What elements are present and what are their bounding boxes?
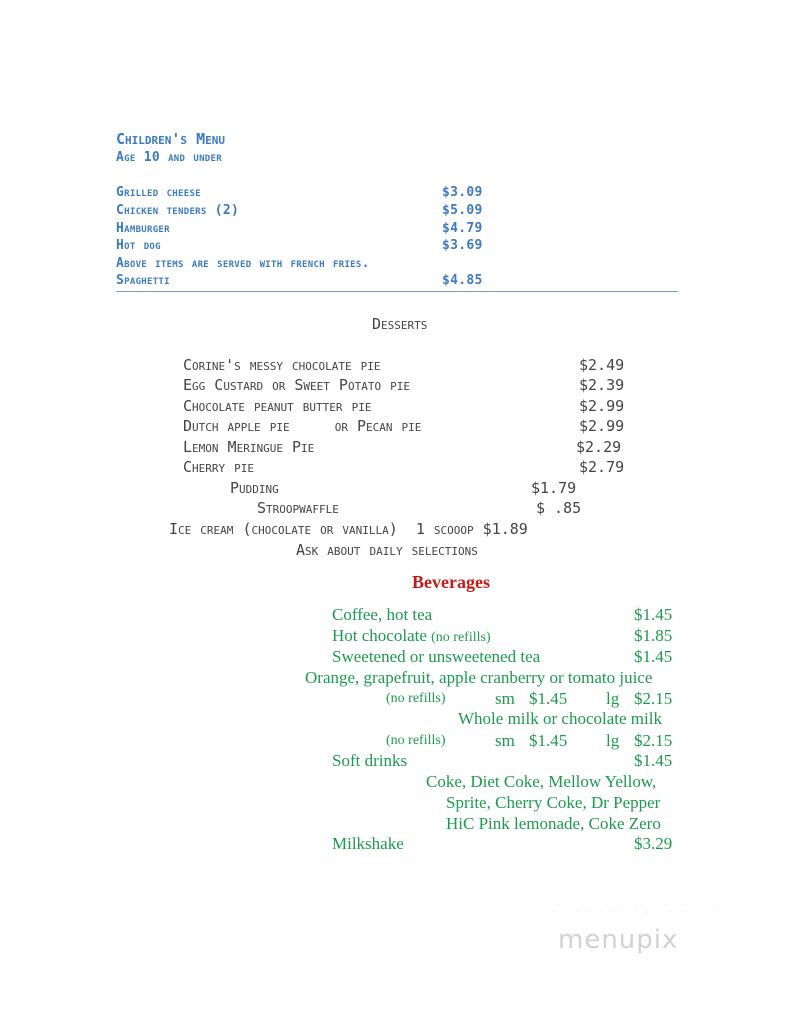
- beverage-name: Whole milk or chocolate milk: [458, 709, 662, 728]
- no-refills-note: (no refills): [431, 630, 491, 645]
- kids-item-name: Hamburger: [116, 221, 170, 236]
- dessert-item-price: $2.99: [579, 417, 625, 435]
- watermark-logo: menupix: [558, 925, 679, 955]
- dessert-item-name: Egg Custard or Sweet Potato pie: [183, 376, 410, 394]
- size-large-label: lg: [606, 689, 620, 708]
- desserts-footer: Ask about daily selections: [296, 541, 478, 559]
- beverage-price: $1.45: [634, 605, 673, 624]
- beverage-price: $1.45: [634, 751, 673, 770]
- beverage-price: $1.85: [634, 626, 673, 645]
- kids-item-name: Grilled cheese: [116, 185, 201, 200]
- beverage-name: Soft drinks: [332, 751, 408, 770]
- kids-item-name: Chicken tenders (2): [116, 203, 240, 218]
- dessert-item-name: Cherry pie: [183, 458, 255, 476]
- kids-item-name: Spaghetti: [116, 273, 170, 288]
- size-small-price: $1.45: [529, 731, 568, 750]
- size-large-label: lg: [606, 731, 620, 750]
- watermark-decoration: · · · · · · · · · · · · · · ·: [552, 908, 722, 918]
- section-divider: [116, 291, 678, 292]
- beverage-name-text: Hot chocolate: [332, 626, 427, 645]
- dessert-item-price: $2.99: [579, 397, 625, 415]
- dessert-item-price: $2.49: [579, 356, 625, 374]
- size-large-price: $2.15: [634, 731, 673, 750]
- kids-item-price: $4.79: [442, 221, 483, 236]
- dessert-item-price: $1.79: [531, 479, 577, 497]
- kids-item-price: $3.69: [442, 238, 483, 253]
- size-small-label: sm: [495, 689, 515, 708]
- soft-drink-list-line: HiC Pink lemonade, Coke Zero: [446, 814, 661, 833]
- ice-cream-line: Ice cream (chocolate or vanilla) 1 scooop $1.89: [169, 520, 528, 538]
- desserts-title: Desserts: [372, 315, 428, 333]
- beverage-price: $1.45: [634, 647, 673, 666]
- dessert-item-price: $ .85: [536, 499, 582, 517]
- beverages-title: Beverages: [412, 572, 490, 592]
- kids-item-price: $3.09: [442, 185, 483, 200]
- dessert-item-name: Chocolate peanut butter pie: [183, 397, 372, 415]
- beverage-name: Orange, grapefruit, apple cranberry or tomato juice: [305, 668, 653, 687]
- dessert-item-name: Stroopwaffle: [257, 499, 339, 517]
- childrens-menu-title: Children's Menu: [116, 130, 225, 148]
- soft-drink-list-line: Coke, Diet Coke, Mellow Yellow,: [426, 772, 657, 791]
- beverage-name: Sweetened or unsweetened tea: [332, 647, 541, 666]
- size-small-price: $1.45: [529, 689, 568, 708]
- dessert-item-price: $2.79: [579, 458, 625, 476]
- beverage-name: [332, 626, 491, 646]
- no-refills-note: (no refills): [386, 733, 446, 748]
- size-small-label: sm: [495, 731, 515, 750]
- beverage-name: Milkshake: [332, 834, 404, 853]
- beverage-name: Coffee, hot tea: [332, 605, 433, 624]
- dessert-item-name: Corine's messy chocolate pie: [183, 356, 381, 374]
- dessert-item-name: Pudding: [230, 479, 279, 497]
- dessert-item-name: Dutch apple pie or Pecan pie: [183, 417, 422, 435]
- no-refills-note: (no refills): [386, 691, 446, 706]
- beverage-price: $3.29: [634, 834, 673, 853]
- dessert-item-name: Lemon Meringue Pie: [183, 438, 315, 456]
- kids-menu-note: Above items are served with french fries.: [116, 256, 370, 271]
- dessert-item-price: $2.39: [579, 376, 625, 394]
- kids-item-price: $5.09: [442, 203, 483, 218]
- dessert-item-price: $2.29: [576, 438, 622, 456]
- childrens-menu-subtitle: Age 10 and under: [116, 150, 222, 165]
- kids-item-price: $4.85: [442, 273, 483, 288]
- kids-item-name: Hot dog: [116, 238, 161, 253]
- size-large-price: $2.15: [634, 689, 673, 708]
- soft-drink-list-line: Sprite, Cherry Coke, Dr Pepper: [446, 793, 661, 812]
